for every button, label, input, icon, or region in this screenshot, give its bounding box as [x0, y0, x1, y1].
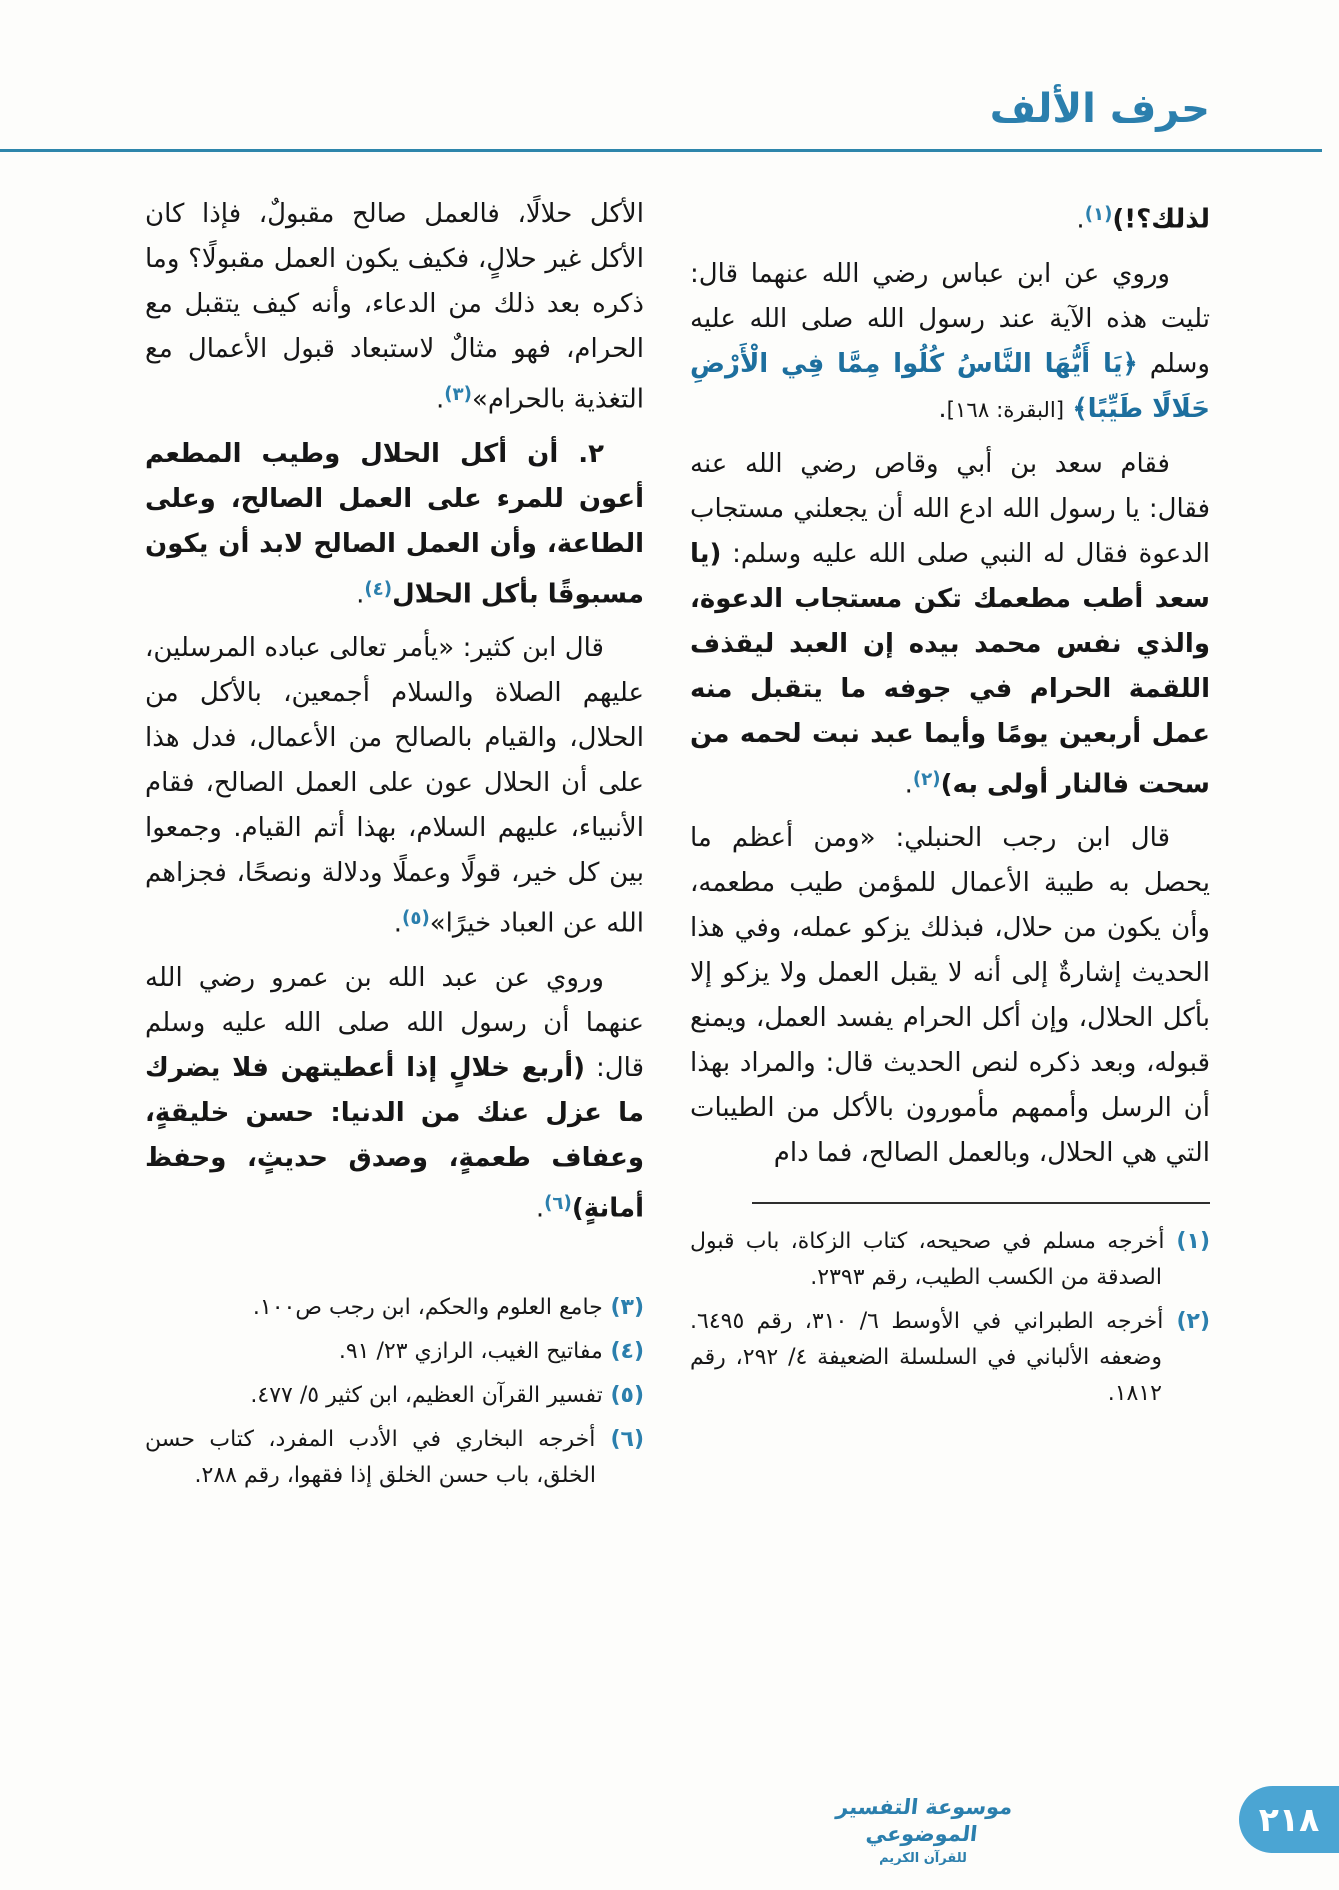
column-right — [690, 192, 1210, 1502]
chapter-title: حرف الألف — [989, 86, 1210, 132]
footnote-4: (٤) مفاتيح الغيب، الرازي ٢٣/ ٩١. — [338, 1338, 644, 1364]
paragraph-right-1: لذلك؟!)$^{(١)}$. — [1076, 204, 1210, 235]
paragraph-right-3: فقام سعد بن أبي وقاص رضي الله عنه فقال: يا رسول الله ادع الله أن يجعلني مستجاب الدعوة فقال له النبي صلى الله عليه وسلم: (يا سعد أطب مطعمك تكن مستجاب الدعوة، والذي نفس محمد بيده إن العبد ليقذف اللقمة الحرام في جوفه ما يتقبل منه عمل أربعين يومًا وأيما عبد نبت لحمه من سحت فالنار أولى به)$^{(٢)}$. — [690, 448, 1210, 800]
page-number-badge — [1239, 1786, 1339, 1853]
publisher-logo — [807, 1794, 1039, 1866]
paragraph-right-4: قال ابن رجب الحنبلي: «ومن أعظم ما يحصل به طيبة الأعمال للمؤمن طيب مطعمه، وأن يكون من حلال، فبذلك يزكو عمله، وفي هذا الحديث إشارةٌ إلى أنه لا يقبل العمل ولا يزكو إلا بأكل الحلال، وإن أكل الحرام يفسد العمل، ويمنع قبوله، وبعد ذكره لنص الحديث قال: والمراد بهذا أن الرسل وأممهم مأمورون بالأكل من الطيبات التي هي الحلال، وبالعمل الصالح، فما دام — [690, 823, 1210, 1169]
header-rule — [0, 149, 1322, 152]
paragraph-left-1: الأكل حلالًا، فالعمل صالح مقبولٌ، فإذا كان الأكل غير حلالٍ، فكيف يكون العمل مقبولًا؟ وما ذكره بعد ذلك من الدعاء، وأنه كيف يتقبل مع الحرام، فهو مثالٌ لاستبعاد قبول الأعمال مع التغذية بالحرام»$^{(٣)}$. — [145, 199, 644, 415]
text-columns — [145, 192, 1210, 1502]
footnote-2: (٢) أخرجه الطبراني في الأوسط ٦/ ٣١٠، رقم ٦٤٩٥. وضعفه الألباني في السلسلة الضعيفة ٤/ ٢٩٢، رقم ١٨١٢. — [690, 1309, 1211, 1407]
paragraph-left-4: وروي عن عبد الله بن عمرو رضي الله عنهما أن رسول الله صلى الله عليه وسلم قال: (أربع خلالٍ إذا أعطيتهن فلا يضرك ما عزل عنك من الدنيا: حسن خليقةٍ، وعفاف طعمةٍ، وصدق حديثٍ، وحفظ أمانةٍ)$^{(٦)}$. — [145, 962, 644, 1224]
publisher-logo-subtitle: للقرآن الكريم — [879, 1851, 967, 1866]
footnotes-right — [690, 1224, 1210, 1412]
paragraph-left-2: ٢. أن أكل الحلال وطيب المطعم أعون للمرء على العمل الصالح، وعلى الطاعة، وأن العمل الصالح لابد أن يكون مسبوقًا بأكل الحلال$^{(٤)}$. — [145, 438, 644, 610]
paragraph-left-3: قال ابن كثير: «يأمر تعالى عباده المرسلين، عليهم الصلاة والسلام أجمعين، بالأكل من الحلال، والقيام بالصالح من الأعمال، فدل هذا على أن الحلال عون على العمل الصالح، فقام الأنبياء، عليهم السلام، بهذا أتم القيام. وجمعوا بين كل خير، قولًا وعملًا ودلالة ونصحًا، فجزاهم الله عن العباد خيرًا»$^{(٥)}$. — [145, 633, 644, 939]
footnotes-left — [145, 1290, 644, 1494]
footnote-5: (٥) تفسير القرآن العظيم، ابن كثير ٥/ ٤٧٧. — [250, 1382, 644, 1408]
footnote-3: (٣) جامع العلوم والحكم، ابن رجب ص١٠٠. — [252, 1294, 644, 1320]
page-number: ٢١٨ — [1258, 1800, 1320, 1839]
publisher-logo-title: موسوعة التفسير الموضوعي — [835, 1795, 1014, 1846]
footnote-6: (٦) أخرجه البخاري في الأدب المفرد، كتاب حسن الخلق، باب حسن الخلق إذا فقهوا، رقم ٢٨٨. — [145, 1426, 645, 1488]
column-left — [145, 192, 644, 1502]
footnote-separator — [752, 1202, 1210, 1204]
paragraph-right-2: وروي عن ابن عباس رضي الله عنهما قال: تليت هذه الآية عند رسول الله صلى الله عليه وسلم ﴿يَا أَيُّهَا النَّاسُ كُلُوا مِمَّا فِي الْأَرْضِ حَلَالًا طَيِّبًا﴾ [البقرة: ١٦٨]. — [690, 258, 1210, 424]
footnote-1: (١) أخرجه مسلم في صحيحه، كتاب الزكاة، باب قبول الصدقة من الكسب الطيب، رقم ٢٣٩٣. — [690, 1229, 1210, 1291]
